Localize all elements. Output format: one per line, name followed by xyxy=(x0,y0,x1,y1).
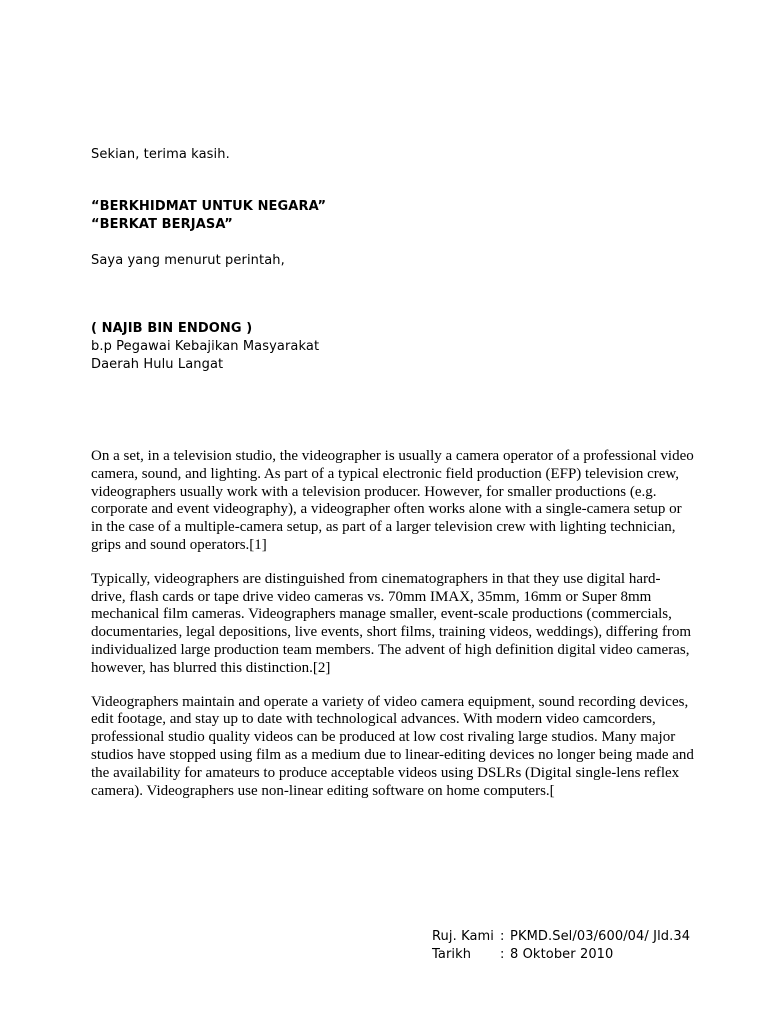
date-value: 8 Oktober 2010 xyxy=(510,947,614,962)
paragraph: Videographers maintain and operate a variety of video camera equipment, sound recording devices, edit footage, and stay up to date with technological advances. With modern video camcorders, professional studio quality videos can be produced at low cost rivaling large studios. Many major studios have stopped using film as a medium due to linear-editing devices no longer being made and the availability for amateurs to produce acceptable videos using DSLRs (Digital single-lens reflex camera). Videographers use non-linear editing software on home computers.[ xyxy=(91,693,694,799)
closing-line: Sekian, terima kasih. xyxy=(91,147,230,162)
date-line xyxy=(432,946,732,964)
motto-line-1: “BERKHIDMAT UNTUK NEGARA” xyxy=(91,199,327,214)
signatory-block xyxy=(91,320,319,374)
body-text xyxy=(91,448,695,816)
reference-label: Ruj. Kami xyxy=(432,929,495,944)
paragraph: On a set, in a television studio, the videographer is usually a camera operator of a professional video camera, sound, and lighting. As part of a typical electronic field production (EFP) television crew, videographers usually work with a television producer. However, for smaller productions (e.g. corporate and event videography), a videographer often works alone with a single-camera setup or in the case of a multiple-camera setup, as part of a larger television crew with lighting technician, grips and sound operators.[1] xyxy=(91,448,694,553)
paragraph: Typically, videographers are distinguished from cinematographers in that they use digital hard-drive, flash cards or tape drive video cameras vs. 70mm IMAX, 35mm, 16mm or Super 8mm mechanical film cameras. Videographers manage smaller, event-scale productions (commercials, documentaries, legal depositions, live events, short films, training videos, weddings), differing from individualized large production team members. The advent of high definition digital video cameras, however, has blurred this distinction.[2] xyxy=(91,570,692,676)
submission-line: Saya yang menurut perintah, xyxy=(91,253,285,268)
reference-line xyxy=(432,928,732,946)
motto-block xyxy=(91,198,326,234)
reference-value: PKMD.Sel/03/600/04/ Jld.34 xyxy=(510,929,691,944)
reference-block xyxy=(432,928,732,964)
signatory-title: b.p Pegawai Kebajikan Masyarakat xyxy=(91,339,320,354)
reference-separator: : xyxy=(500,929,505,944)
motto-line-2: “BERKAT BERJASA” xyxy=(91,217,233,232)
date-separator: : xyxy=(500,947,505,962)
signatory-name: ( NAJIB BIN ENDONG ) xyxy=(91,321,253,336)
date-label: Tarikh xyxy=(432,947,472,962)
signatory-office: Daerah Hulu Langat xyxy=(91,357,224,372)
